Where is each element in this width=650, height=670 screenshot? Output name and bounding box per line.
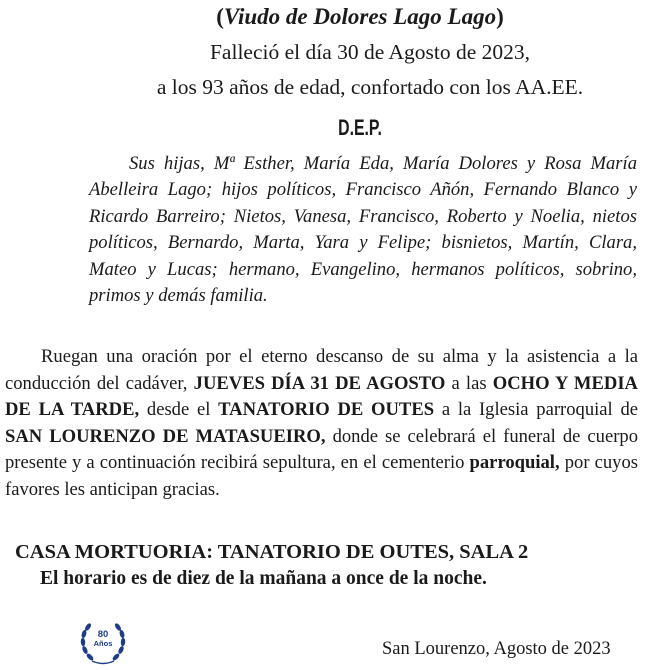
cemetery-type: parroquial, <box>469 452 560 473</box>
death-date-line: Falleció el día 30 de Agosto de 2023, <box>209 40 531 64</box>
funeral-time: OCHO Y MEDIA DE LA TARDE, <box>5 372 638 420</box>
dep-heading: D.E.P. <box>338 115 382 140</box>
prayer-text-6: por cuyos favores les anticipan gracias. <box>5 452 638 500</box>
open-paren: ( <box>216 4 224 29</box>
badge-number: 80 <box>97 629 109 640</box>
prayer-text-4: a la Iglesia parroquial de <box>441 399 638 420</box>
prayer-text-2: a las <box>451 372 487 394</box>
place-date: San Lourenzo, Agosto de 2023 <box>382 639 611 659</box>
funeral-day: JUEVES DÍA 31 DE AGOSTO <box>193 372 446 394</box>
badge-label: Años <box>93 639 113 648</box>
casa-mortuoria: CASA MORTUORIA: TANATORIO DE OUTES, SALA 2 <box>15 541 529 563</box>
prayer-text-3: desde el <box>146 399 211 420</box>
death-age-line: a los 93 años de edad, confortado con los AA.EE. <box>156 75 584 99</box>
prayer-text-1: Ruegan una oración por el eterno descanso de su alma y la asistencia a la conducción del cadáver, <box>5 346 638 394</box>
family-paragraph: Sus hijas, Mª Esther, María Eda, María Dolores y Rosa María Abelleira Lago; hijos políticos, Francisco Añón, Fernando Blanco y Ricardo Barreiro; Nietos, Vanesa, Francisco, Roberto y Noelia, nietos políticos, Bernardo, Marta, Yara y Felipe; bisnietos, Martín, Clara, Mateo y Lucas; hermano, Evangelino, hermanos políticos, sobrino, primos y demás familia. <box>89 153 637 307</box>
funeral-home: TANATORIO DE OUTES <box>218 399 435 420</box>
anniversary-badge <box>76 616 130 670</box>
prayer-paragraph <box>5 344 638 503</box>
close-paren: ) <box>496 4 504 29</box>
prayer-text-5: donde se celebrará el funeral de cuerpo presente y a continuación recibirá sepultura, en el cementerio <box>5 425 638 473</box>
widower-line <box>0 4 650 30</box>
widower-text: Viudo de Dolores Lago Lago <box>223 4 497 29</box>
church-name: SAN LOURENZO DE MATASUEIRO, <box>5 425 326 447</box>
visiting-hours: El horario es de diez de la mañana a once de la noche. <box>40 568 487 589</box>
